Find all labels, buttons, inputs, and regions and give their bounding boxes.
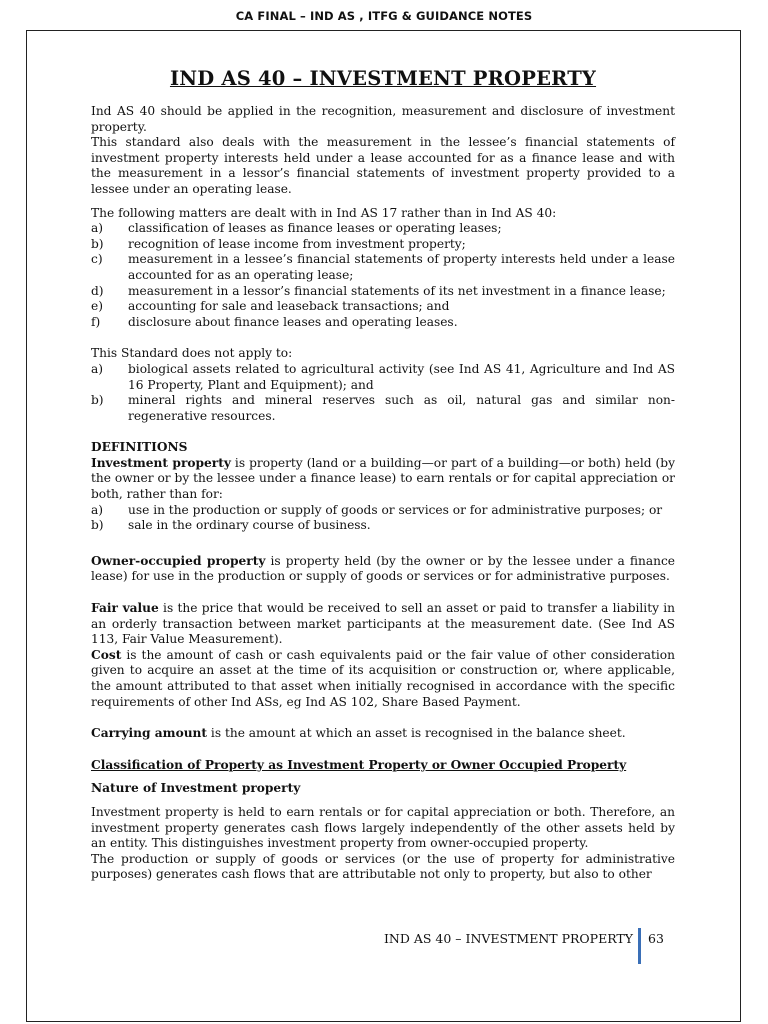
page-title: IND AS 40 – INVESTMENT PROPERTY <box>169 67 597 90</box>
footer-title: IND AS 40 – INVESTMENT PROPERTY <box>383 931 633 946</box>
list-item <box>91 221 675 237</box>
list-text: classification of leases as finance leases or operating leases; <box>128 221 502 236</box>
classification-subheading: Nature of Investment property <box>91 781 301 796</box>
not-apply-list <box>91 362 675 424</box>
page-number: 63 <box>648 931 664 946</box>
intro-paragraph: Ind AS 40 should be applied in the recognition, measurement and disclosure of investment property. <box>91 104 675 134</box>
definition-text: is the amount at which an asset is recognised in the balance sheet. <box>207 726 626 741</box>
list-text: biological assets related to agricultural activity (see Ind AS 41, Agriculture and Ind AS 16 Property, Plant and Equipment); and <box>128 361 675 392</box>
list-item <box>91 393 675 424</box>
definition-text: is property held (by the owner or by the lessee under a finance lease) for use in the production or supply of goods or services or for administrative purposes. <box>91 553 675 584</box>
definition-term: Owner-occupied property <box>91 553 266 568</box>
definition-text: is property (land or a building—or part of a building—or both) held (by the owner or by the lessee under a finance lease) to earn rentals or for capital appreciation or both, rather than for: <box>91 455 675 502</box>
definition-term: Fair value <box>91 601 159 616</box>
list-label: c) <box>91 252 103 267</box>
list-text: disclosure about finance leases and operating leases. <box>128 314 458 329</box>
classification-paragraph: Investment property is held to earn rentals or for capital appreciation or both. Therefore, an investment property generates cash flows largely independently of the other assets held by an entity. This distinguishes investment property from owner-occupied property. <box>91 804 675 851</box>
definition-term: Investment property <box>91 455 231 470</box>
list-label: a) <box>91 221 104 236</box>
list-label: a) <box>91 502 104 517</box>
list-text: measurement in a lessor’s financial statements of its net investment in a finance lease; <box>128 283 666 298</box>
page-content <box>91 66 675 883</box>
definition-cost <box>91 648 675 710</box>
list-text: recognition of lease income from investment property; <box>128 236 466 251</box>
running-header: CA FINAL – IND AS , ITFG & GUIDANCE NOTES <box>235 9 533 23</box>
footer-divider <box>638 928 641 964</box>
list-text: sale in the ordinary course of business. <box>128 518 371 533</box>
list-label: d) <box>91 283 104 298</box>
list-label: b) <box>91 393 104 408</box>
definition-carrying-amount <box>91 726 675 742</box>
list-text: measurement in a lessee’s financial statements of property interests held under a lease accounted for as an operating lease; <box>128 252 675 282</box>
list-label: f) <box>91 314 101 329</box>
list-item <box>91 299 675 315</box>
definitions-heading: DEFINITIONS <box>91 440 188 455</box>
page-footer <box>380 928 680 964</box>
list-text: use in the production or supply of goods or services or for administrative purposes; or <box>128 502 663 517</box>
intro-paragraph: This standard also deals with the measurement in the lessee’s financial statements of investment property interests held under a lease accounted for as a finance lease and with the measurement in a lessor’s financial statements of investment property provided to a lessee under an operating lease. <box>91 135 675 196</box>
list-text: accounting for sale and leaseback transactions; and <box>128 299 450 314</box>
not-apply-intro: This Standard does not apply to: <box>91 346 293 361</box>
list-item <box>91 252 675 283</box>
definition-term: Cost <box>91 647 122 662</box>
list-label: b) <box>91 518 104 533</box>
list-label: b) <box>91 236 104 251</box>
list-text: mineral rights and mineral reserves such as oil, natural gas and similar non-regenerative resources. <box>128 393 675 423</box>
ind-as-17-intro: The following matters are dealt with in Ind AS 17 rather than in Ind AS 40: <box>91 205 557 220</box>
definition-owner-occupied <box>91 554 675 585</box>
definition-text: is the amount of cash or cash equivalents paid or the fair value of other consideration given to acquire an asset at the time of its acquisition or construction or, where applicable, the amount attributed to that asset when initially recognised in accordance with the specific requirements of other Ind ASs, eg Ind AS 102, Share Based Payment. <box>91 647 675 709</box>
definition-text: is the price that would be received to sell an asset or paid to transfer a liability in an orderly transaction between market participants at the measurement date. (See Ind AS 113, Fair Value Measurement). <box>91 601 675 647</box>
list-item <box>91 315 675 331</box>
list-item <box>91 503 675 519</box>
ind-as-17-list <box>91 221 675 330</box>
list-item <box>91 284 675 300</box>
list-label: a) <box>91 361 104 376</box>
list-item <box>91 237 675 253</box>
list-item <box>91 362 675 393</box>
definition-investment-property <box>91 456 675 503</box>
investment-property-exclusions <box>91 503 675 534</box>
definition-term: Carrying amount <box>91 726 208 741</box>
list-item <box>91 518 675 534</box>
definition-fair-value <box>91 601 675 648</box>
classification-paragraph: The production or supply of goods or services (or the use of property for administrative purposes) generates cash flows that are attributable not only to property, but also to other <box>91 851 675 882</box>
list-label: e) <box>91 299 103 314</box>
classification-heading: Classification of Property as Investment Property or Owner Occupied Property <box>91 757 627 772</box>
